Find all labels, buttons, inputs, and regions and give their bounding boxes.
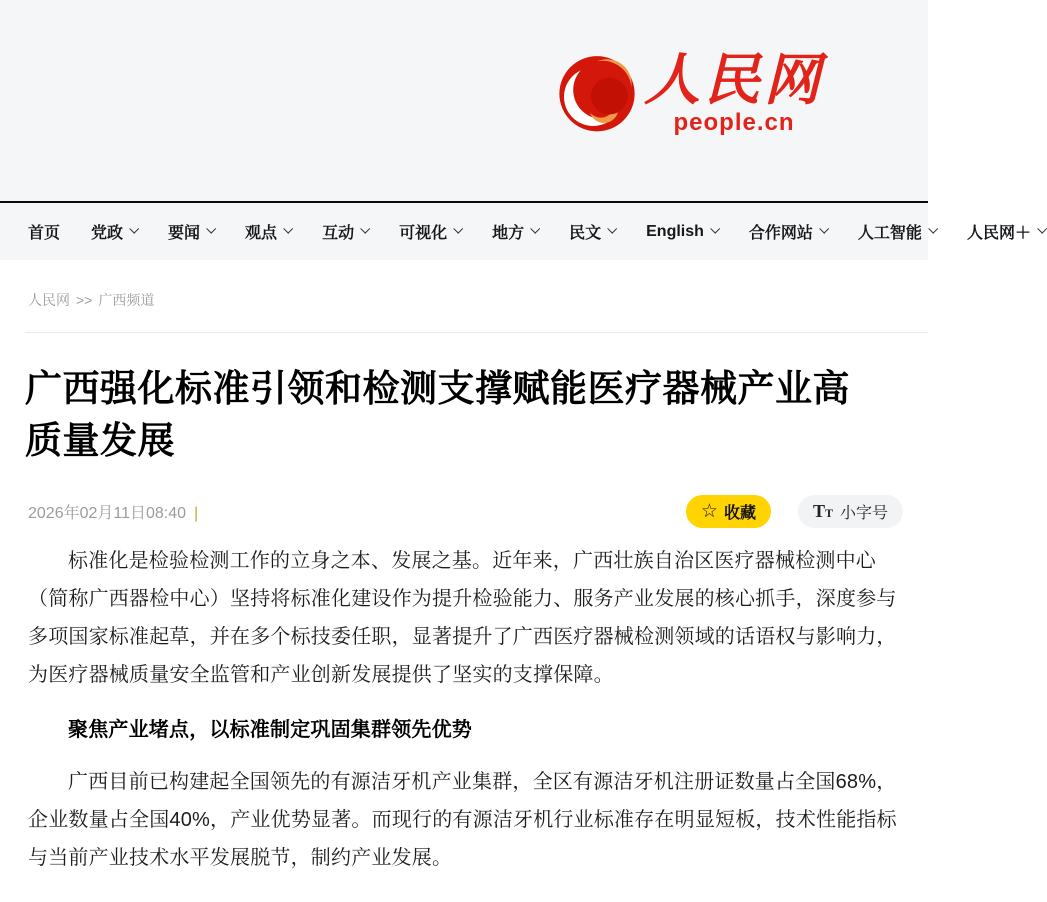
breadcrumb-site-link[interactable]: 人民网 — [28, 292, 70, 308]
star-icon: ☆ — [700, 501, 718, 522]
logo-cn-text: 人民网 — [644, 50, 824, 112]
nav-item-3[interactable] — [245, 220, 291, 243]
nav-item-label: 合作网站 — [748, 225, 813, 242]
nav-item-2[interactable] — [168, 220, 214, 243]
people-logo-ball-icon — [558, 50, 636, 136]
article-paragraph: 广西目前已构建起全国领先的有源洁牙机产业集群，全区有源洁牙机注册证数量占全国68%，企业数量占全国40%，产业优势显著。而现行的有源洁牙机行业标准存在明显短板，技术性能指标与当前产业技术水平发展脱节，制约产业发展。 — [28, 771, 897, 869]
chevron-down-icon — [607, 224, 617, 234]
chevron-down-icon — [928, 224, 938, 234]
nav-list — [0, 203, 1031, 260]
nav-item-9[interactable] — [749, 220, 827, 243]
nav-item-0[interactable] — [28, 220, 60, 243]
nav-item-8[interactable] — [646, 223, 718, 241]
nav-item-label: 人民网＋ — [966, 225, 1031, 242]
nav-item-5[interactable] — [399, 220, 461, 243]
nav-item-label: 首页 — [28, 225, 61, 242]
font-size-label: 小字号 — [839, 505, 888, 522]
publish-date: 2026年02月11日08:40 | — [28, 505, 199, 522]
nav-item-label: 地方 — [492, 225, 525, 242]
article-main — [0, 363, 928, 877]
date-separator: | — [194, 505, 199, 522]
nav-item-label: 要闻 — [168, 225, 201, 242]
chevron-down-icon — [453, 224, 463, 234]
chevron-down-icon — [206, 224, 216, 234]
chevron-down-icon — [530, 224, 540, 234]
chevron-down-icon — [129, 224, 139, 234]
nav-item-label: 党政 — [91, 225, 124, 242]
nav-item-1[interactable] — [91, 220, 137, 243]
logo-en-text: people.cn — [673, 109, 795, 136]
article-subheading: 聚焦产业堵点，以标准制定巩固集群领先优势 — [68, 719, 472, 741]
chevron-down-icon — [819, 224, 829, 234]
page-title: 广西强化标准引领和检测支撑赋能医疗器械产业高质量发展 — [25, 368, 850, 461]
breadcrumb-divider — [25, 332, 928, 333]
chevron-down-icon — [1037, 224, 1047, 234]
nav-item-label: English — [646, 222, 704, 240]
site-logo[interactable] — [558, 50, 824, 136]
nav-item-label: 观点 — [245, 225, 278, 242]
article-meta-row — [25, 495, 903, 528]
main-nav — [0, 203, 1031, 260]
favorite-label: 收藏 — [723, 505, 756, 522]
nav-item-label: 互动 — [322, 225, 355, 242]
chevron-down-icon — [283, 224, 293, 234]
article-body — [25, 542, 903, 877]
chevron-down-icon — [360, 224, 370, 234]
nav-item-label: 民文 — [569, 225, 602, 242]
nav-item-label: 可视化 — [399, 225, 448, 242]
font-size-button[interactable] — [798, 495, 903, 528]
article-actions — [686, 495, 903, 528]
site-header — [0, 0, 928, 201]
breadcrumb-channel-link[interactable]: 广西频道 — [98, 292, 155, 308]
favorite-button[interactable] — [686, 495, 771, 528]
breadcrumb — [0, 260, 928, 310]
nav-item-10[interactable] — [858, 220, 936, 243]
nav-item-7[interactable] — [569, 220, 615, 243]
chevron-down-icon — [710, 224, 720, 234]
nav-item-label: 人工智能 — [857, 225, 922, 242]
breadcrumb-separator: >> — [76, 292, 93, 308]
nav-item-4[interactable] — [322, 220, 368, 243]
article-paragraph: 标准化是检验检测工作的立身之本、发展之基。近年来，广西壮族自治区医疗器械检测中心（简称广西器检中心）坚持将标准化建设作为提升检验能力、服务产业发展的核心抓手，深度参与多项国家标准起草，并在多个标技委任职，显著提升了广西医疗器械检测领域的话语权与影响力，为医疗器械质量安全监管和产业创新发展提供了坚实的支撑保障。 — [28, 550, 897, 686]
nav-item-6[interactable] — [492, 220, 538, 243]
font-size-icon: TT — [812, 501, 833, 521]
nav-item-11[interactable] — [967, 220, 1045, 243]
